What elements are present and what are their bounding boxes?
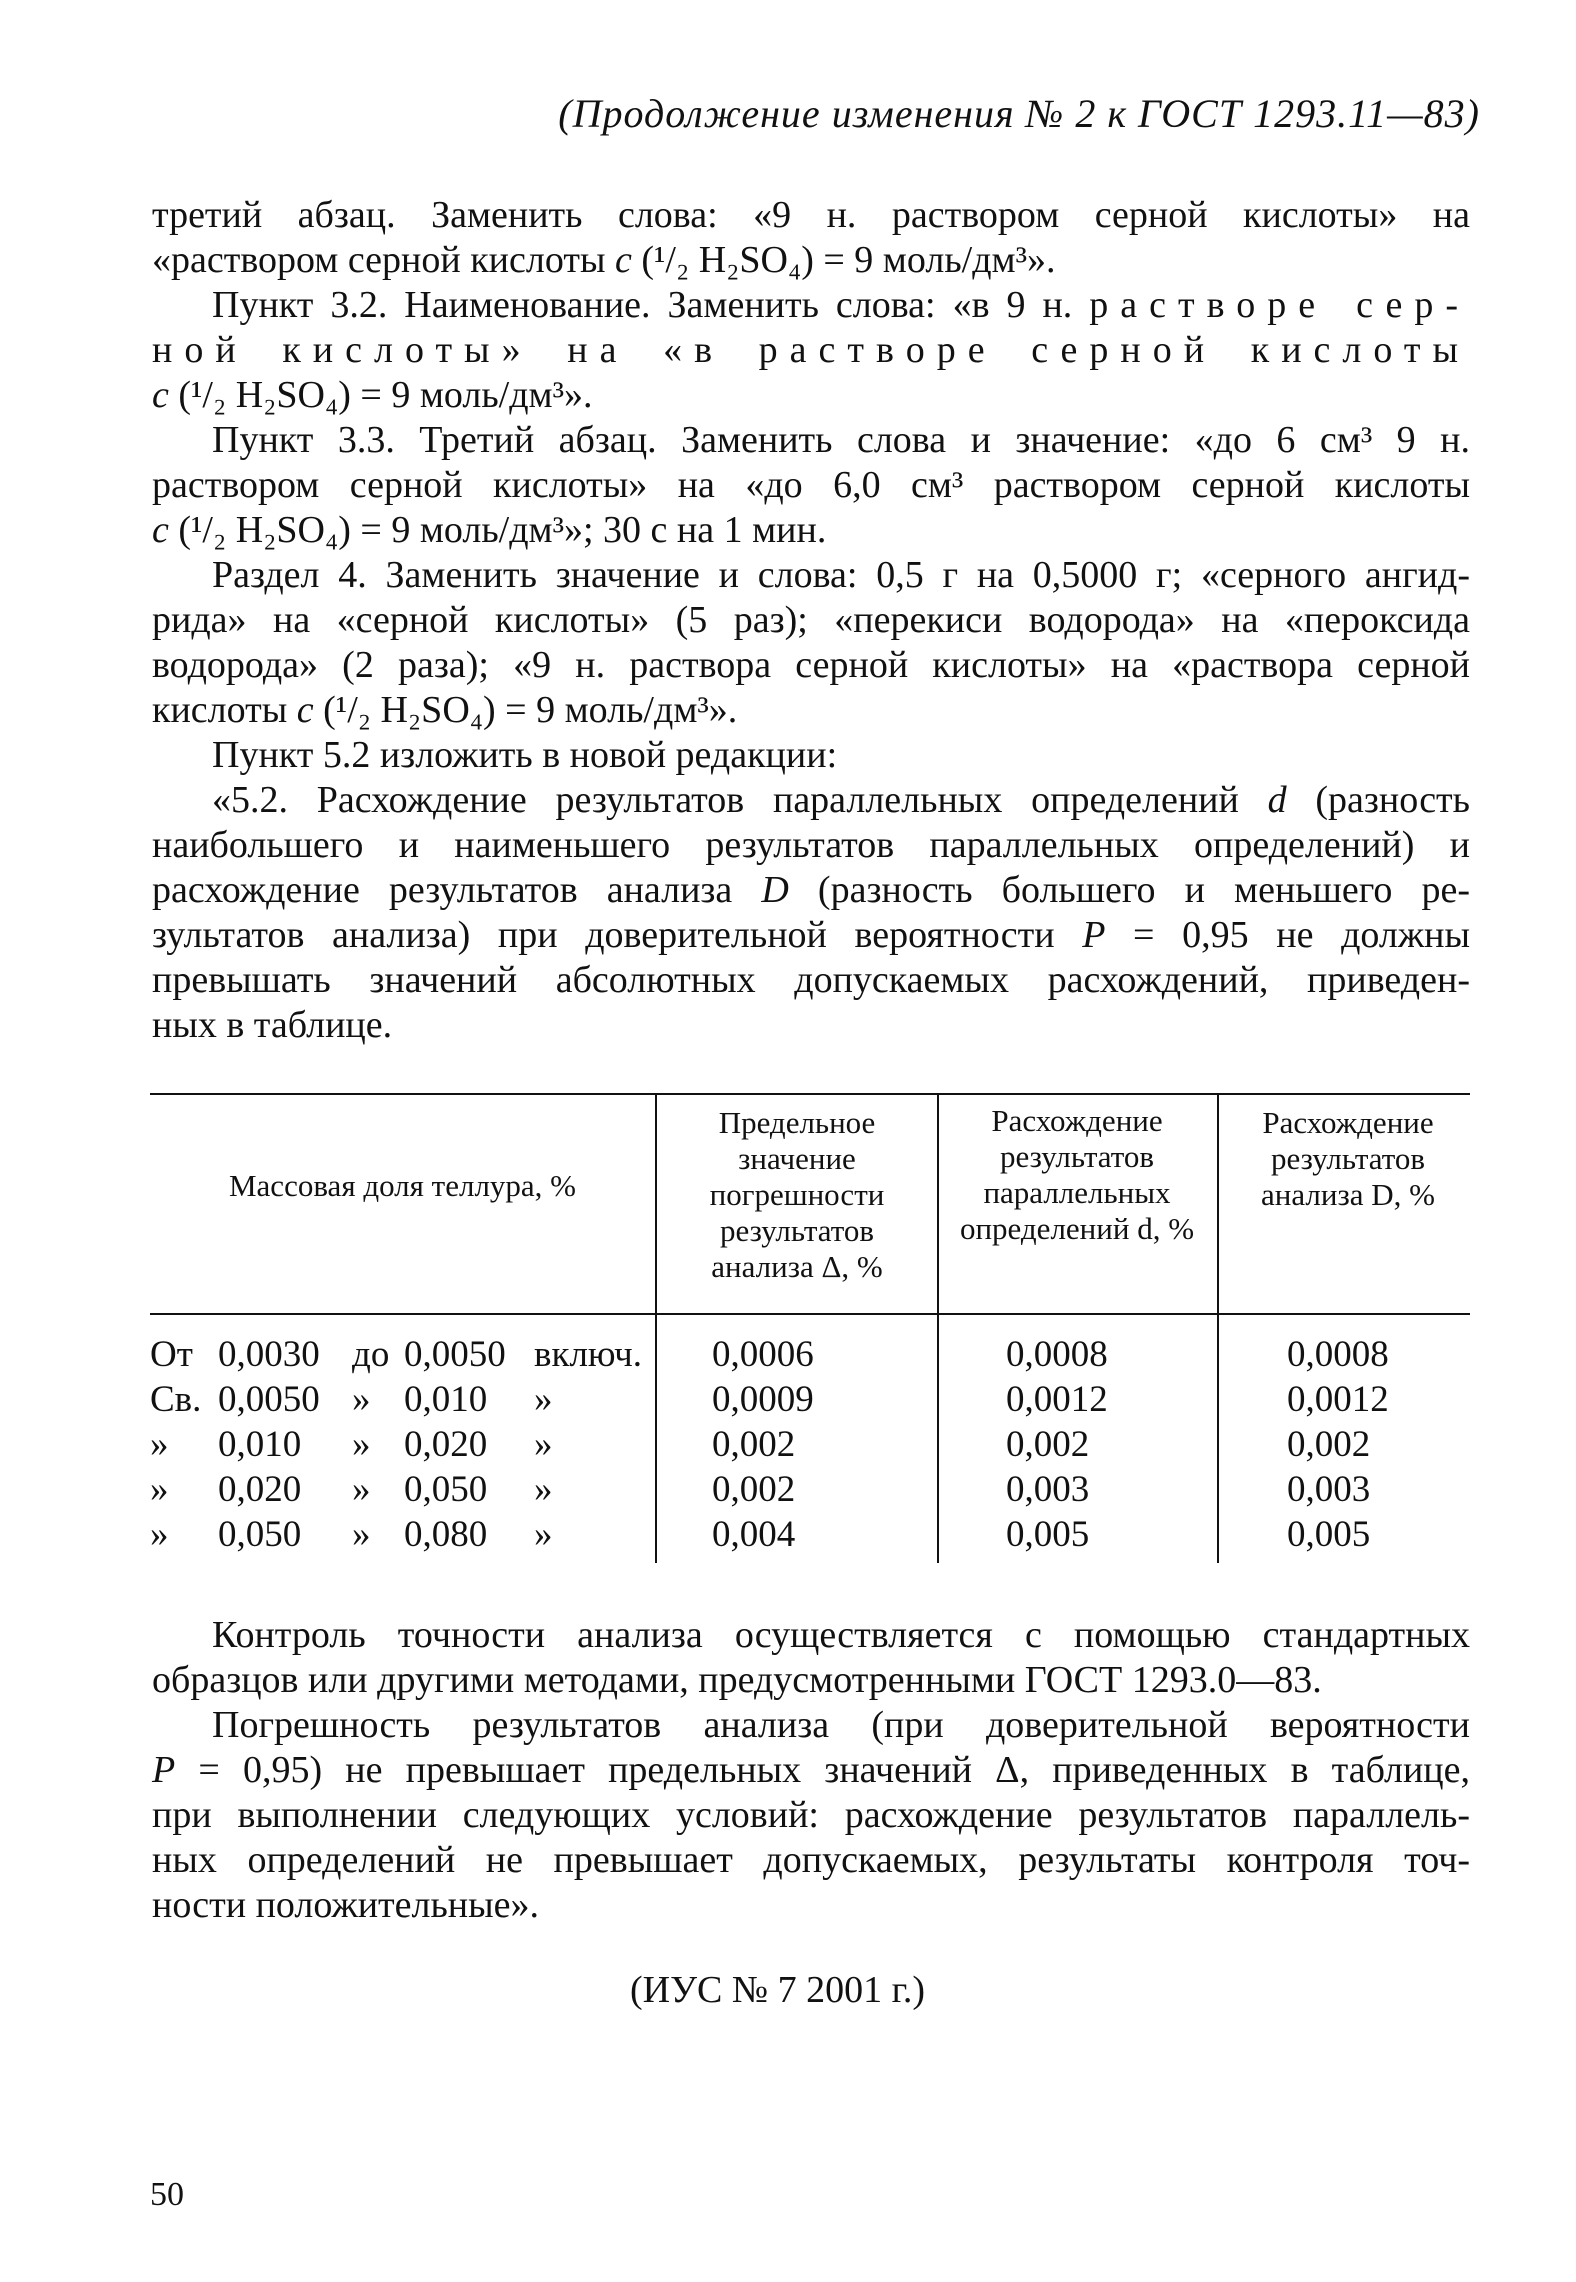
table-cell: 0,003	[1006, 1469, 1090, 1510]
table-cell: 0,010	[218, 1424, 302, 1465]
column-header-analysis-divergence: Расхождение результатов анализа D, %	[1261, 1105, 1435, 1212]
text-line: наибольшего и наименьшего результатов параллельных определений) и	[152, 824, 1470, 866]
text-line: ной кислоты» на «в растворе серной кислоты	[152, 329, 1470, 371]
table-cell: »	[534, 1379, 553, 1420]
table-cell: 0,002	[1006, 1424, 1090, 1465]
text-line: Раздел 4. Заменить значение и слова: 0,5 г на 0,5000 г; «серного ангид-	[212, 554, 1470, 596]
text-line: «раствором серной кислоты c (¹/₂ H₂SO₄) = 9 моль/дм³».	[152, 239, 1056, 281]
table-cell: 0,002	[1287, 1424, 1371, 1465]
table-cell: до	[352, 1334, 390, 1375]
table-cell: »	[352, 1469, 371, 1510]
table-cell: От	[150, 1334, 193, 1375]
table-cell: »	[150, 1469, 169, 1510]
table-header-rule	[150, 1313, 1470, 1315]
column-divider	[937, 1093, 939, 1563]
table-cell: 0,020	[218, 1469, 302, 1510]
text-line: c (¹/₂ H₂SO₄) = 9 моль/дм³».	[152, 374, 593, 416]
page-number: 50	[150, 2176, 184, 2213]
text-line: рида» на «серной кислоты» (5 раз); «перекиси водорода» на «пероксида	[152, 599, 1470, 641]
text-line: раствором серной кислоты» на «до 6,0 см³ раствором серной кислоты	[152, 464, 1470, 506]
table-cell: 0,050	[218, 1514, 302, 1555]
table-cell: 0,004	[712, 1514, 796, 1555]
text-line: ности положительные».	[152, 1884, 540, 1926]
table-cell: 0,0009	[712, 1379, 814, 1420]
text-line: Погрешность результатов анализа (при доверительной вероятности	[212, 1704, 1470, 1746]
table-cell: 0,0012	[1287, 1379, 1389, 1420]
table-cell: »	[150, 1514, 169, 1555]
source-note: (ИУС № 7 2001 г.)	[630, 1969, 926, 2011]
table-cell: включ.	[534, 1334, 643, 1375]
text-line: водорода» (2 раза); «9 н. раствора серной кислоты» на «раствора серной	[152, 644, 1470, 686]
table-cell: 0,003	[1287, 1469, 1371, 1510]
table-cell: 0,0050	[218, 1379, 320, 1420]
column-header-error-limit: Предельное значение погрешности результатов анализа Δ, %	[709, 1105, 885, 1284]
text-line: третий абзац. Заменить слова: «9 н. раствором серной кислоты» на	[152, 194, 1470, 236]
table-cell: 0,080	[404, 1514, 488, 1555]
table-cell: »	[150, 1424, 169, 1465]
text-line: Пункт 3.3. Третий абзац. Заменить слова и значение: «до 6 см³ 9 н.	[212, 419, 1470, 461]
text-line: Контроль точности анализа осуществляется с помощью стандартных	[212, 1614, 1470, 1656]
text-line: превышать значений абсолютных допускаемых расхождений, приведен-	[152, 959, 1470, 1001]
table-cell: 0,0050	[404, 1334, 506, 1375]
text-line: ных определений не превышает допускаемых, результаты контроля точ-	[152, 1839, 1470, 1881]
table-cell: 0,050	[404, 1469, 488, 1510]
text-line: расхождение результатов анализа D (разность большего и меньшего ре-	[152, 869, 1470, 911]
table-cell: 0,0030	[218, 1334, 320, 1375]
column-header-tellurium: Массовая доля теллура, %	[228, 1168, 576, 1203]
column-header-parallel-divergence: Расхождение результатов параллельных определений d, %	[959, 1103, 1195, 1246]
text-line: P = 0,95) не превышает предельных значений Δ, приведенных в таблице,	[152, 1749, 1470, 1791]
table-cell: »	[352, 1514, 371, 1555]
table-cell: 0,0008	[1287, 1334, 1389, 1375]
table-cell: 0,0006	[712, 1334, 814, 1375]
text-line: кислоты c (¹/₂ H₂SO₄) = 9 моль/дм³».	[152, 689, 738, 731]
table-cell: 0,002	[712, 1424, 796, 1465]
text-line: «5.2. Расхождение результатов параллельных определений d (разность	[212, 779, 1470, 821]
table-cell: Св.	[150, 1379, 202, 1420]
table-cell: 0,020	[404, 1424, 488, 1465]
page-header: (Продолжение изменения № 2 к ГОСТ 1293.11—83)	[558, 91, 1480, 136]
text-line: ных в таблице.	[152, 1004, 393, 1046]
table-cell: 0,010	[404, 1379, 488, 1420]
table-cell: 0,0008	[1006, 1334, 1108, 1375]
table-cell: 0,002	[712, 1469, 796, 1510]
text-line: Пункт 3.2. Наименование. Заменить слова: «в 9 н. растворе сер-	[212, 284, 1470, 326]
table-cell: »	[534, 1514, 553, 1555]
table-cell: »	[352, 1424, 371, 1465]
table-cell: »	[352, 1379, 371, 1420]
table-cell: »	[534, 1469, 553, 1510]
text-line: Пункт 5.2 изложить в новой редакции:	[212, 734, 838, 776]
column-divider	[655, 1093, 657, 1563]
text-line: c (¹/₂ H₂SO₄) = 9 моль/дм³»; 30 с на 1 мин.	[152, 509, 827, 551]
text-line: образцов или другими методами, предусмотренными ГОСТ 1293.0—83.	[152, 1659, 1322, 1701]
column-divider	[1217, 1093, 1219, 1563]
table-cell: 0,0012	[1006, 1379, 1108, 1420]
table-top-rule	[150, 1093, 1470, 1095]
text-line: зультатов анализа) при доверительной вероятности P = 0,95 не должны	[152, 914, 1470, 956]
table-cell: 0,005	[1287, 1514, 1371, 1555]
table-cell: »	[534, 1424, 553, 1465]
table-cell: 0,005	[1006, 1514, 1090, 1555]
text-line: при выполнении следующих условий: расхождение результатов параллель-	[152, 1794, 1470, 1836]
